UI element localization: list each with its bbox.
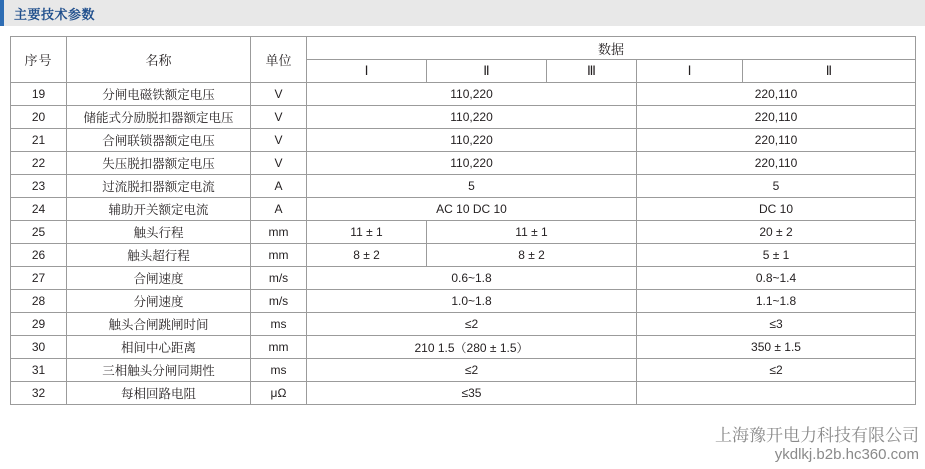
header-sub-4: Ⅰ xyxy=(637,60,743,83)
cell-data-left: ≤35 xyxy=(307,382,637,405)
cell-data-left: AC 10 DC 10 xyxy=(307,198,637,221)
cell-data-left: ≤2 xyxy=(307,359,637,382)
table-row xyxy=(11,336,916,359)
cell-data-3: 5 ± 1 xyxy=(637,244,916,267)
cell-data-left: 5 xyxy=(307,175,637,198)
cell-unit: mm xyxy=(251,221,307,244)
cell-unit: A xyxy=(251,175,307,198)
cell-data-left: 110,220 xyxy=(307,129,637,152)
cell-data-left: 210 1.5（280 ± 1.5） xyxy=(307,336,637,359)
cell-unit: V xyxy=(251,106,307,129)
cell-name: 合闸联锁器额定电压 xyxy=(67,129,251,152)
cell-data-right: 0.8~1.4 xyxy=(637,267,916,290)
cell-data-1: 8 ± 2 xyxy=(307,244,427,267)
cell-data-left: 110,220 xyxy=(307,106,637,129)
cell-name: 每相回路电阻 xyxy=(67,382,251,405)
cell-data-right: 1.1~1.8 xyxy=(637,290,916,313)
table-header-row-1 xyxy=(11,37,916,60)
cell-unit: V xyxy=(251,129,307,152)
cell-unit: m/s xyxy=(251,290,307,313)
cell-unit: mm xyxy=(251,244,307,267)
header-name: 名称 xyxy=(67,37,251,83)
watermark xyxy=(715,425,919,465)
table-row xyxy=(11,106,916,129)
table-row xyxy=(11,129,916,152)
specifications-table xyxy=(10,36,916,405)
cell-name: 合闸速度 xyxy=(67,267,251,290)
cell-no: 27 xyxy=(11,267,67,290)
cell-data-left: 110,220 xyxy=(307,152,637,175)
header-sub-1: Ⅰ xyxy=(307,60,427,83)
header-sub-5: Ⅱ xyxy=(743,60,916,83)
cell-data-right: ≤3 xyxy=(637,313,916,336)
cell-no: 30 xyxy=(11,336,67,359)
section-title: 主要技术参数 xyxy=(14,6,96,22)
table-row xyxy=(11,313,916,336)
cell-unit: V xyxy=(251,152,307,175)
cell-name: 触头超行程 xyxy=(67,244,251,267)
table-row xyxy=(11,290,916,313)
cell-name: 失压脱扣器额定电压 xyxy=(67,152,251,175)
cell-name: 触头行程 xyxy=(67,221,251,244)
header-sub-3: Ⅲ xyxy=(547,60,637,83)
header-no: 序号 xyxy=(11,37,67,83)
cell-data-left: 1.0~1.8 xyxy=(307,290,637,313)
cell-unit: ms xyxy=(251,313,307,336)
header-unit: 单位 xyxy=(251,37,307,83)
cell-no: 25 xyxy=(11,221,67,244)
section-header xyxy=(0,0,925,26)
cell-data-left: 0.6~1.8 xyxy=(307,267,637,290)
cell-data-right: 220,110 xyxy=(637,106,916,129)
cell-name: 储能式分励脱扣器额定电压 xyxy=(67,106,251,129)
cell-data-right: 5 xyxy=(637,175,916,198)
cell-unit: ms xyxy=(251,359,307,382)
table-row xyxy=(11,175,916,198)
cell-data-3: 20 ± 2 xyxy=(637,221,916,244)
header-sub-2: Ⅱ xyxy=(427,60,547,83)
cell-name: 分闸速度 xyxy=(67,290,251,313)
cell-unit: m/s xyxy=(251,267,307,290)
cell-no: 22 xyxy=(11,152,67,175)
cell-data-right: 350 ± 1.5 xyxy=(637,336,916,359)
table-row xyxy=(11,83,916,106)
cell-data-right: 220,110 xyxy=(637,152,916,175)
cell-no: 21 xyxy=(11,129,67,152)
cell-no: 31 xyxy=(11,359,67,382)
cell-data-right: 220,110 xyxy=(637,83,916,106)
cell-name: 过流脱扣器额定电流 xyxy=(67,175,251,198)
table-row xyxy=(11,267,916,290)
cell-data-left: ≤2 xyxy=(307,313,637,336)
cell-name: 触头合闸跳闸时间 xyxy=(67,313,251,336)
cell-data-1: 11 ± 1 xyxy=(307,221,427,244)
table-row xyxy=(11,359,916,382)
cell-data-left: 110,220 xyxy=(307,83,637,106)
cell-no: 29 xyxy=(11,313,67,336)
cell-data-right xyxy=(637,382,916,405)
cell-data-2: 8 ± 2 xyxy=(427,244,637,267)
cell-no: 28 xyxy=(11,290,67,313)
cell-data-right: ≤2 xyxy=(637,359,916,382)
table-row xyxy=(11,382,916,405)
cell-unit: μΩ xyxy=(251,382,307,405)
cell-no: 32 xyxy=(11,382,67,405)
cell-name: 辅助开关额定电流 xyxy=(67,198,251,221)
table-row xyxy=(11,198,916,221)
table-body xyxy=(11,83,916,405)
cell-unit: A xyxy=(251,198,307,221)
table-row xyxy=(11,244,916,267)
cell-data-right: DC 10 xyxy=(637,198,916,221)
cell-unit: V xyxy=(251,83,307,106)
cell-name: 分闸电磁铁额定电压 xyxy=(67,83,251,106)
watermark-url: ykdlkj.b2b.hc360.com xyxy=(774,446,919,464)
table-row xyxy=(11,221,916,244)
header-data: 数据 xyxy=(307,37,916,60)
cell-data-2: 11 ± 1 xyxy=(427,221,637,244)
cell-name: 三相触头分闸同期性 xyxy=(67,359,251,382)
cell-unit: mm xyxy=(251,336,307,359)
cell-no: 20 xyxy=(11,106,67,129)
cell-no: 26 xyxy=(11,244,67,267)
table-row xyxy=(11,152,916,175)
cell-no: 23 xyxy=(11,175,67,198)
cell-data-right: 220,110 xyxy=(637,129,916,152)
cell-no: 24 xyxy=(11,198,67,221)
cell-no: 19 xyxy=(11,83,67,106)
watermark-company: 上海豫开电力科技有限公司 xyxy=(715,426,919,445)
cell-name: 相间中心距离 xyxy=(67,336,251,359)
